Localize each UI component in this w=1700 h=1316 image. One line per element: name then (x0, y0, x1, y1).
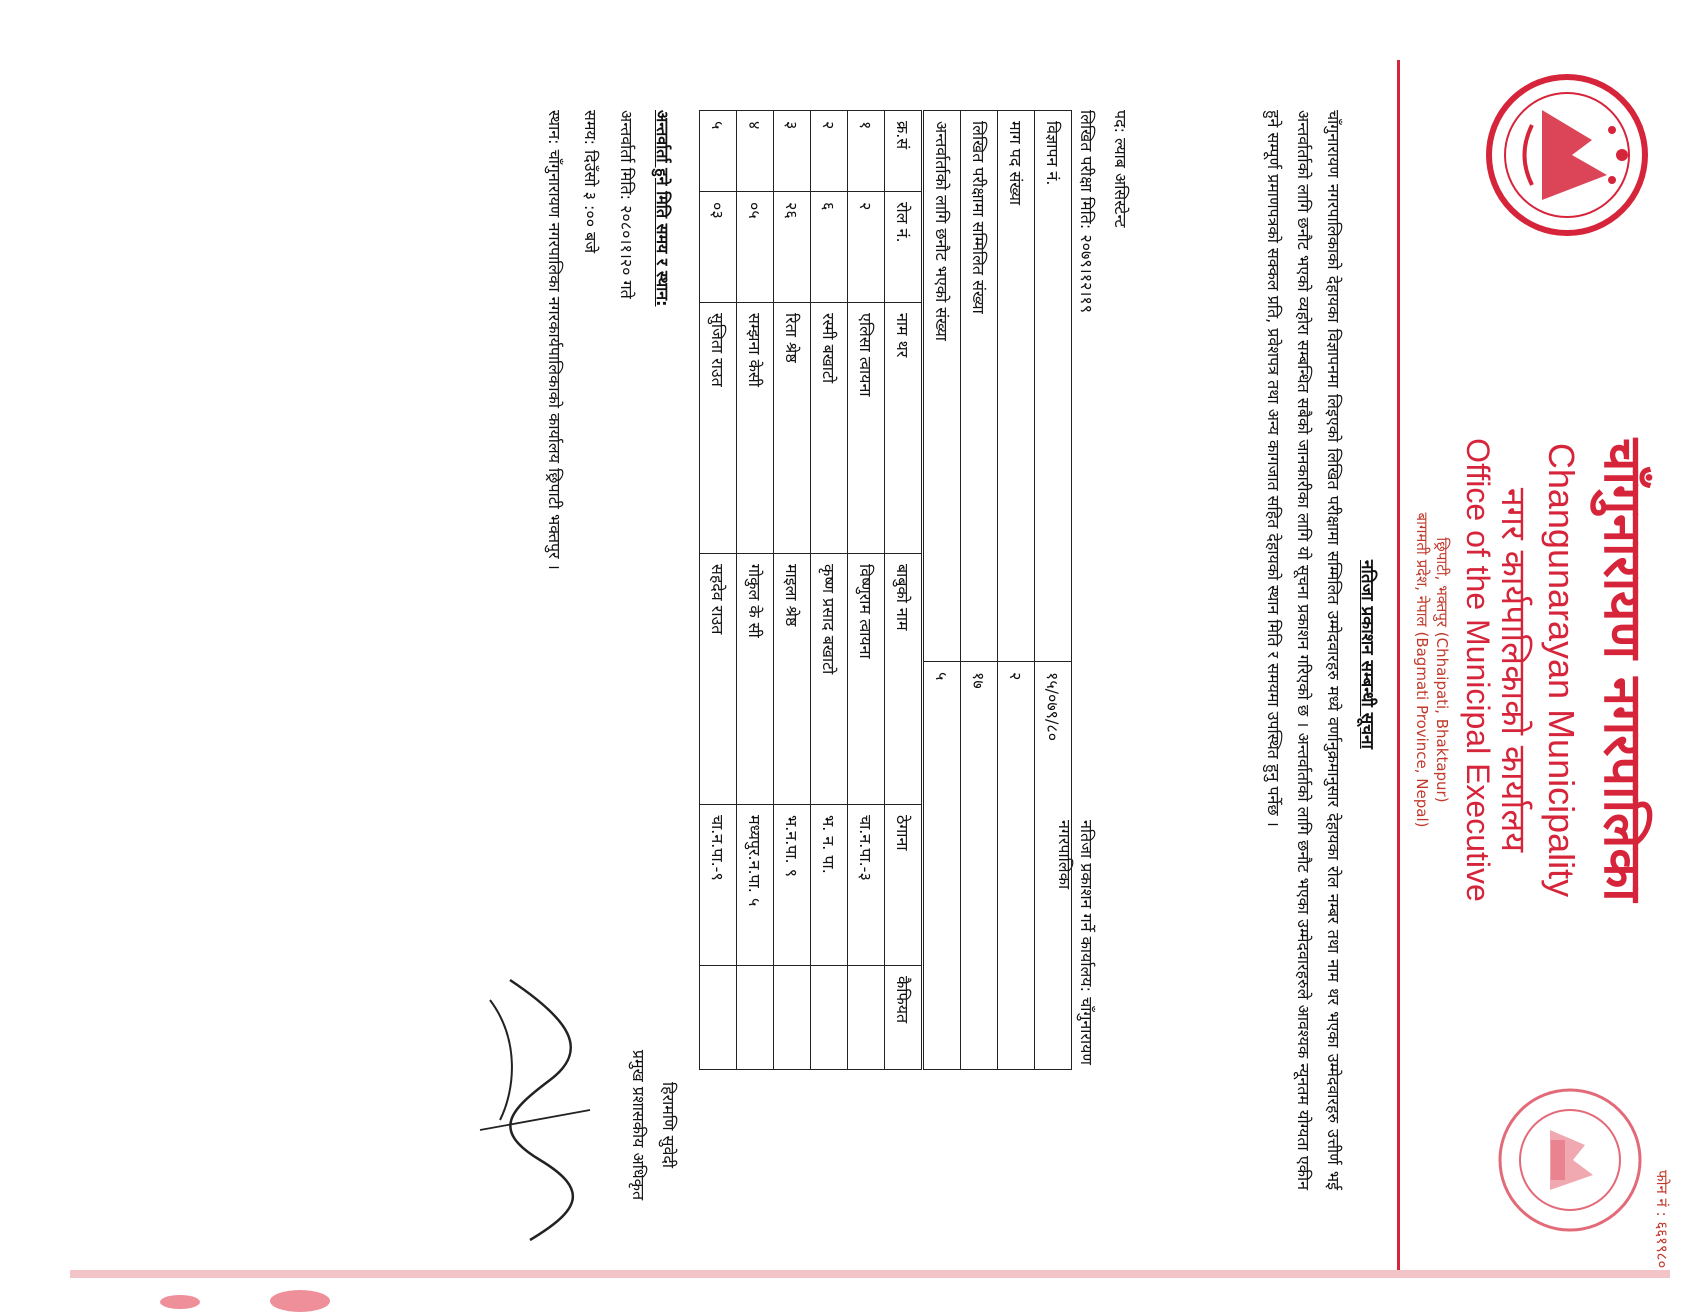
cell-roll: २६ (774, 192, 811, 303)
cell-address: भ.न.पा. ९ (774, 805, 811, 966)
column-header: कैफियत (885, 966, 922, 1070)
summary-value: १७ (961, 662, 998, 1070)
cell-remark (700, 966, 737, 1070)
cell-address: चा.न.पा.-३ (848, 805, 885, 966)
nepal-government-emblem-icon (1482, 70, 1652, 240)
cell-sn: ३ (774, 111, 811, 192)
table-row (961, 111, 998, 1070)
cell-name: सम्झना केसी (737, 303, 774, 554)
interview-time: समय: दिउँसो ३ :०० बजे (581, 110, 600, 254)
exam-date: लिखित परीक्षा मिति: २०७९।१२।१९ (1077, 110, 1096, 314)
scan-edge-mark (70, 1270, 1670, 1278)
signatory-title: प्रमुख प्रशासकीय अधिकृत (629, 1049, 648, 1201)
cell-roll: ०३ (700, 192, 737, 303)
handwritten-signature-icon (470, 960, 610, 1260)
summary-value: ५ (924, 662, 961, 1070)
summary-label: लिखित परीक्षामा सम्मिलित संख्या (961, 111, 998, 662)
notice-body: चाँगुनारायण नगरपालिकाको देहायका विज्ञापनमा लिइएको लिखित परीक्षामा सम्मिलित उम्मेदवारहरु मध्ये वर्णानुक्रमानुसार देहायका रोल नम्बर तथा नाम थर भएका उम्मेदवारहरु उत्तीर्ण भई अन्तर्वार्ताको लागि छनौट भएको व्यहोरा सम्बन्धित सबैको जानकारीका लागि यो सूचना प्रकाशन गरिएको छ । अन्तर्वार्ताको लागि छनौट भएका उम्मेदवारहरुले आवश्यक न्यूनतम योग्यता एकीन हुने सम्पूर्ण प्रमाणपत्रको सक्कल प्रति, प्रवेशपत्र तथा अन्य कागजात सहित देहायको स्थान मिति र समयमा उपस्थित हुनु पर्नेछ । (1264, 110, 1343, 1190)
cell-address: मध्यपुर.न.पा. ५ (737, 805, 774, 966)
summary-table (923, 110, 1072, 1070)
cell-remark (848, 966, 885, 1070)
signatory-name: हिरामणि सुवेदी (659, 1081, 678, 1169)
cell-father: सहदेव राउत (700, 554, 737, 805)
table-header-row (885, 111, 922, 1070)
summary-value: २ (998, 662, 1035, 1070)
column-header: रोल नं. (885, 192, 922, 303)
summary-value: १५/०७९/८० (1035, 662, 1072, 1070)
cell-address: भ. न. पा. (811, 805, 848, 966)
office-name-en: Office of the Municipal Executive (1460, 438, 1496, 902)
cell-roll: ६ (811, 192, 848, 303)
interview-place: स्थान: चाँगुनारायण नगरपालिका नगरकार्यपालिकाको कार्यालय छ्रिपाटी भक्तपुर । (545, 110, 564, 570)
cell-sn: ५ (700, 111, 737, 192)
table-row (848, 111, 885, 1070)
summary-label: अन्तर्वार्ताको लागि छनौट भएको संख्या (924, 111, 961, 662)
interview-date: अन्तर्वार्ता मिति: २०८०।१।२० गते (617, 110, 636, 299)
cell-address: चा.न.पा.-९ (700, 805, 737, 966)
table-row (998, 111, 1035, 1070)
candidate-table (699, 110, 922, 1070)
cell-name: रस्मी बखाटो (811, 303, 848, 554)
header-divider (1397, 60, 1400, 1270)
municipality-seal-icon (1495, 1085, 1645, 1235)
office-address (1412, 300, 1453, 1040)
column-header: ठेगाना (885, 805, 922, 966)
cell-remark (811, 966, 848, 1070)
post-name: पद: ल्याब असिस्टेन्ट (1111, 110, 1130, 228)
column-header: नाम थर (885, 303, 922, 554)
summary-label: माग पद संख्या (998, 111, 1035, 662)
interview-heading: अन्तर्वार्ता हुने मिति समय र स्थान: (653, 110, 672, 307)
cell-name: सुजिता राउत (700, 303, 737, 554)
publishing-office: नतिजा प्रकाशन गर्ने कार्यालय: चाँगुनारायण नगरपालिका (1055, 820, 1096, 1065)
municipality-name-en: Changunarayan Municipality (1541, 442, 1582, 898)
table-row (774, 111, 811, 1070)
table-row (737, 111, 774, 1070)
cell-father: गोकुल के सी (737, 554, 774, 805)
office-name-np: नगर कार्यपालिकाको कार्यालय (1493, 487, 1533, 853)
column-header: क्र.सं (885, 111, 922, 192)
cell-sn: २ (811, 111, 848, 192)
cell-sn: ४ (737, 111, 774, 192)
notice-subject: नतिजा प्रकाशन सम्बन्धी सूचना (1357, 560, 1377, 749)
phone-number: फोन नं : ६६१९८० (1653, 1170, 1671, 1269)
cell-roll: २ (848, 192, 885, 303)
cell-father: कृष्ण प्रसाद बखाटो (811, 554, 848, 805)
cell-remark (774, 966, 811, 1070)
summary-label: विज्ञापन नं. (1035, 111, 1072, 662)
column-header: बाबुको नाम (885, 554, 922, 805)
cell-sn: १ (848, 111, 885, 192)
address-en: बागमती प्रदेश, नेपाल (Bagmati Province, Nepal) (1412, 512, 1431, 828)
table-row (924, 111, 961, 1070)
cell-father: माइला श्रेष्ठ (774, 554, 811, 805)
table-row (1035, 111, 1072, 1070)
exam-meta (1055, 110, 1098, 1110)
municipality-name-np: चाँगुनारायण नगरपालिका (1592, 438, 1652, 902)
table-row (700, 111, 737, 1070)
cell-name: एलिसा त्वायना (848, 303, 885, 554)
interview-schedule (536, 110, 680, 570)
cell-roll: ०५ (737, 192, 774, 303)
address-np: छ्रिपाटी, भक्तपुर (Chhaipati, Bhaktapur) (1433, 537, 1451, 803)
cell-name: रिता श्रेष्ठ (774, 303, 811, 554)
cell-father: विष्णुराम त्वायना (848, 554, 885, 805)
cell-remark (737, 966, 774, 1070)
table-row (811, 111, 848, 1070)
